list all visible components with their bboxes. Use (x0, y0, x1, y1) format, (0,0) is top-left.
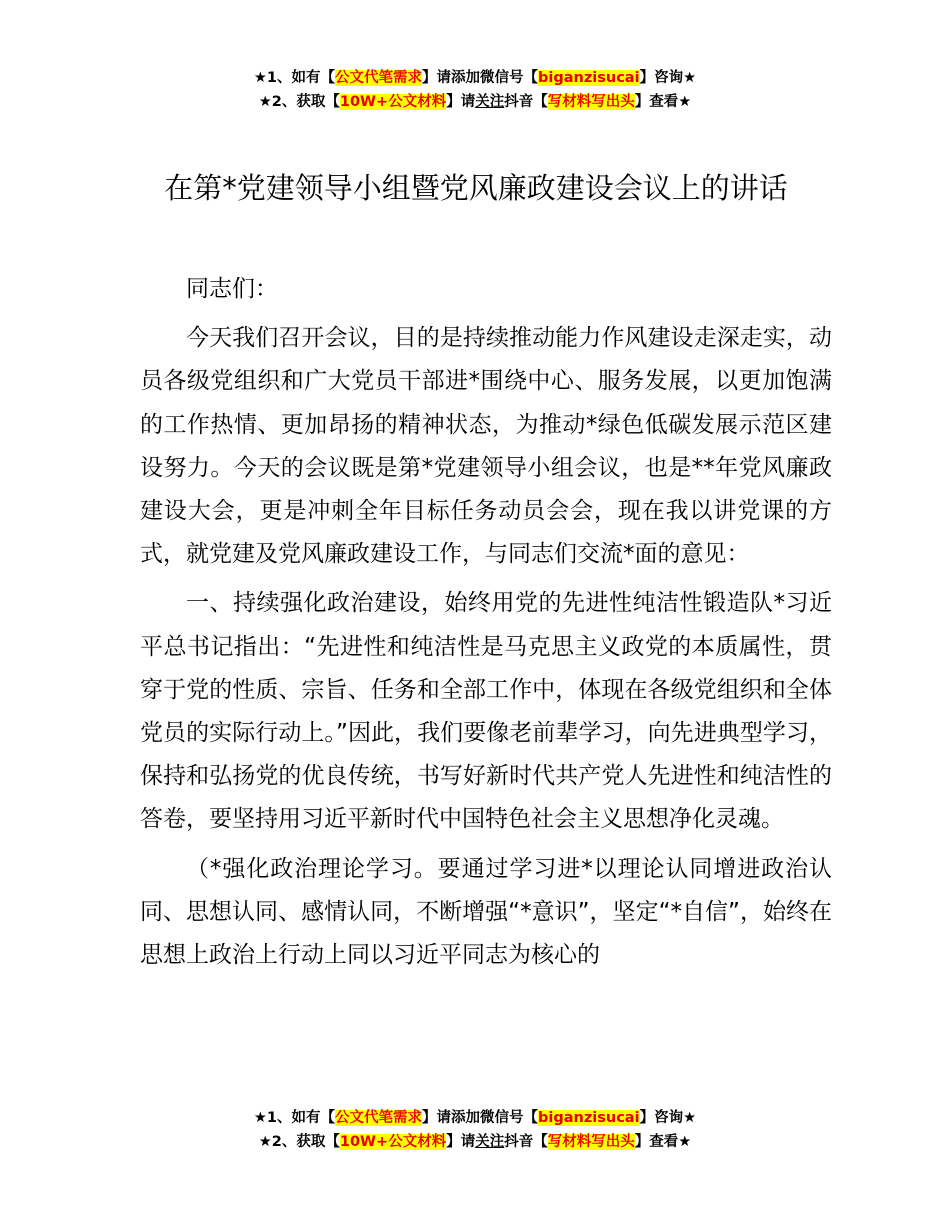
banner-text: 】查看★ (634, 1134, 692, 1150)
banner-text: 抖音【 (504, 1134, 548, 1150)
header-banner (0, 66, 950, 114)
banner-line-2 (0, 1130, 950, 1154)
highlight-douyin: 写材料写出头 (547, 94, 635, 110)
banner-text: ★2、获取【 (258, 1134, 340, 1150)
document-title: 在第*党建领导小组暨党风廉政建设会议上的讲话 (164, 171, 788, 205)
banner-line-2 (0, 90, 950, 114)
banner-text: 】查看★ (634, 94, 692, 110)
highlight-materials: 10W+公文材料 (339, 94, 447, 110)
banner-text: ★2、获取【 (258, 94, 340, 110)
highlight-materials: 10W+公文材料 (339, 1134, 447, 1150)
paragraph: （*强化政治理论学习。要通过学习进*以理论认同增进政治认同、思想认同、感情认同，不断增强“*意识”，坚定“*自信”，始终在思想上政治上行动上同以习近平同志为核心的 (140, 855, 832, 969)
paragraph: 一、持续强化政治建设，始终用党的先进性纯洁性锻造队*习近平总书记指出：“先进性和纯洁性是马克思主义政党的本质属性，贯穿于党的性质、宗旨、任务和全部工作中，体现在各级党组织和全体党员的实际行动上。”因此，我们要像老前辈学习，向先进典型学习，保持和弘扬党的优良传统，书写好新时代共产党人先进性和纯洁性的答卷，要坚持用习近平新时代中国特色社会主义思想净化灵魂。 (140, 590, 832, 833)
highlight-wechat-id: biganzisucai (538, 1110, 640, 1126)
banner-text: 抖音【 (504, 94, 548, 110)
paragraph: 今天我们召开会议，目的是持续推动能力作风建设走深走实，动员各级党组织和广大党员干部进*围绕中心、服务发展，以更加饱满的工作热情、更加昂扬的精神状态，为推动*绿色低碳发展示范区建设努力。今天的会议既是第*党建领导小组会议，也是**年党风廉政建设大会，更是冲刺全年目标任务动员会会，现在我以讲党课的方式，就党建及党风廉政建设工作，与同志们交流*面的意见： (140, 325, 832, 568)
banner-emphasis: 关注 (475, 94, 505, 110)
banner-text: 】请 (446, 94, 476, 110)
highlight-wechat-id: biganzisucai (538, 70, 640, 86)
banner-text: 】咨询★ (639, 70, 697, 86)
document-body (140, 268, 832, 983)
banner-emphasis: 添加 (451, 1110, 481, 1126)
highlight-service: 公文代笔需求 (335, 1110, 423, 1126)
banner-text: 】咨询★ (639, 1110, 697, 1126)
footer-banner (0, 1106, 950, 1154)
banner-line-1 (0, 1106, 950, 1130)
banner-line-1 (0, 66, 950, 90)
banner-emphasis: 关注 (475, 1134, 505, 1150)
highlight-douyin: 写材料写出头 (547, 1134, 635, 1150)
banner-text: 】请 (422, 70, 452, 86)
banner-emphasis: 添加 (451, 70, 481, 86)
salutation: 同志们： (186, 276, 278, 302)
banner-text: 微信号【 (480, 70, 539, 86)
banner-text: 微信号【 (480, 1110, 539, 1126)
banner-text: ★1、如有【 (253, 70, 336, 86)
banner-text: ★1、如有【 (253, 1110, 336, 1126)
banner-text: 】请 (446, 1134, 476, 1150)
banner-text: 】请 (422, 1110, 452, 1126)
highlight-service: 公文代笔需求 (335, 70, 423, 86)
